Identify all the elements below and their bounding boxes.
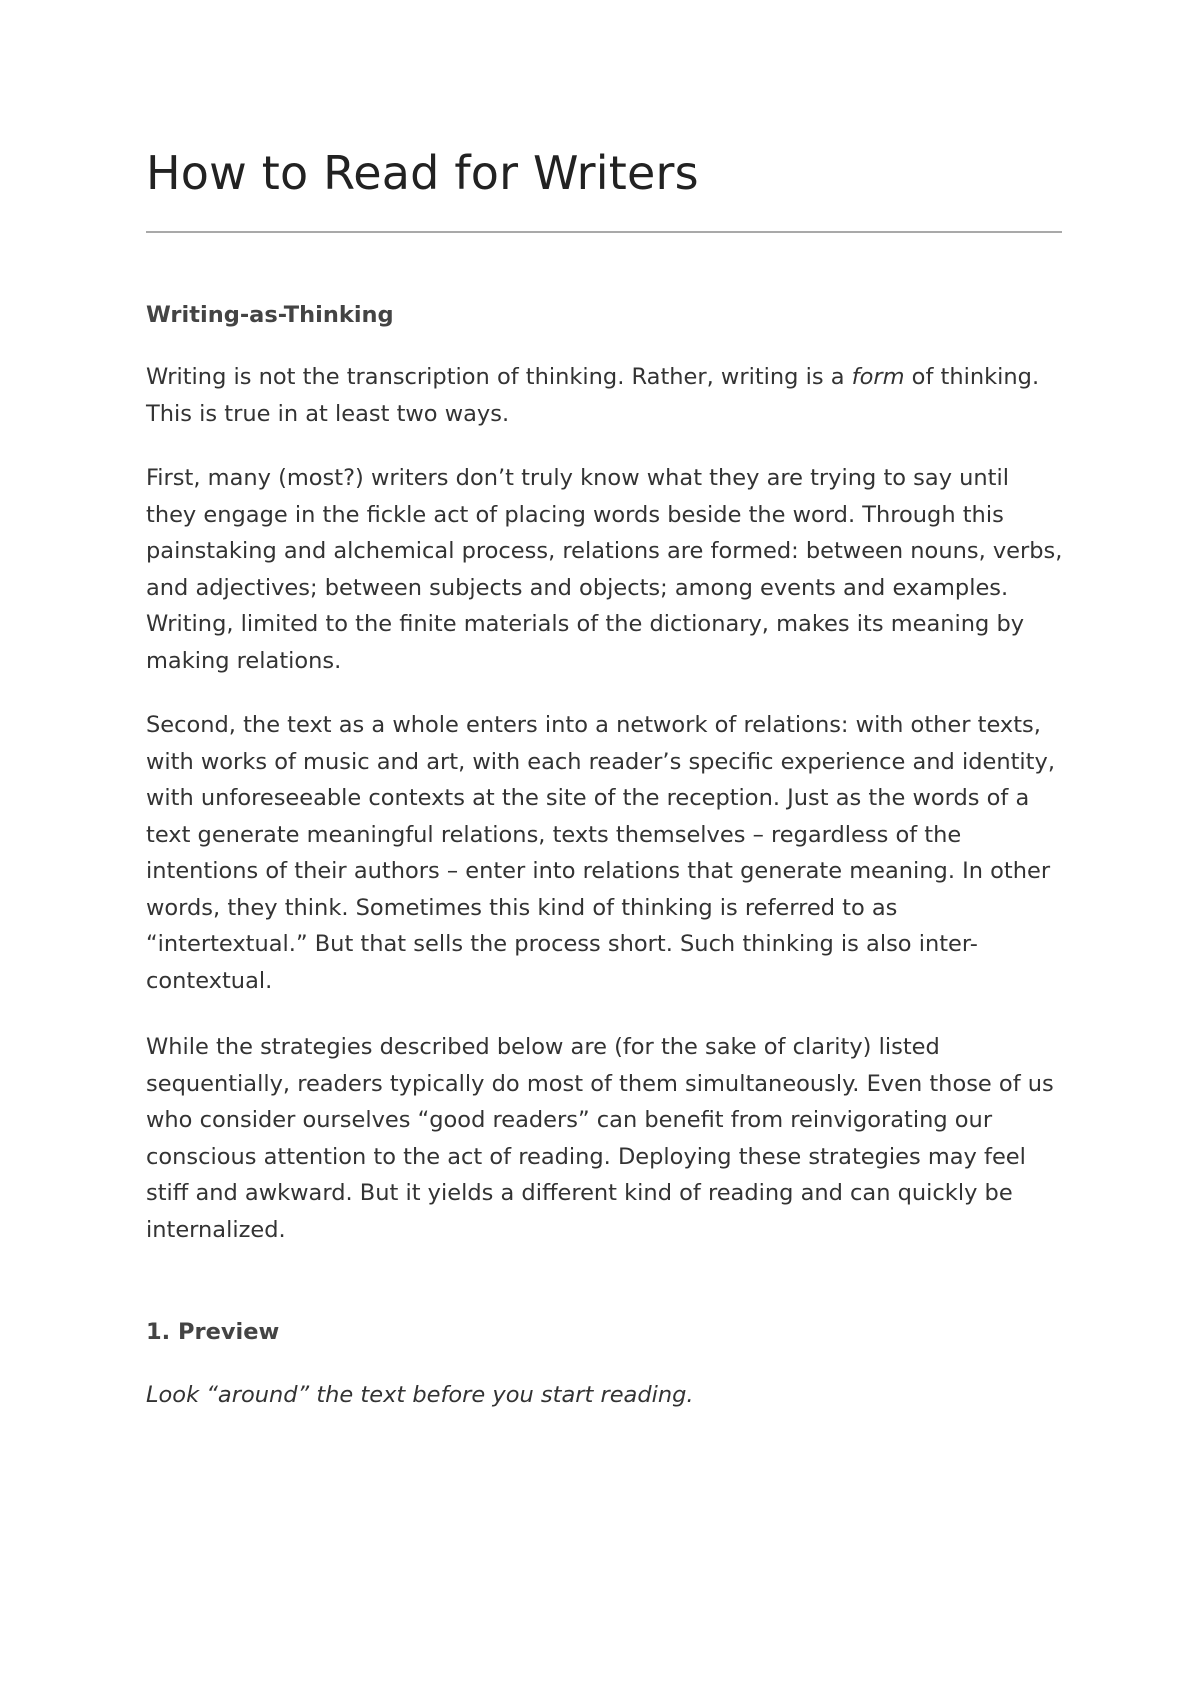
paragraph-3: Second, the text as a whole enters into a network of relations: with other texts, with works of music and art, with each reader’s specific experience and identity, with unforeseeable contexts at the site of the reception. Just as the words of a text generate meaningful relations, texts themselves – regardless of the intentions of their authors – enter into relations that generate meaning. In other words, they think. Sometimes this kind of thinking is referred to as “intertextual.” But that sells the process short. Such thinking is also inter-contextual.: [146, 712, 1055, 994]
title-divider: [146, 231, 1062, 233]
document-page: [146, 140, 1066, 1411]
paragraph-2: First, many (most?) writers don’t truly know what they are trying to say until they engage in the fickle act of placing words beside the word. Through this painstaking and alchemical process, relations are formed: between nouns, verbs, and adjectives; between subjects and objects; among events and examples. Writing, limited to the finite materials of the dictionary, makes its meaning by making relations.: [146, 465, 1063, 674]
preview-subtitle: Look “around” the text before you start reading.: [146, 1382, 694, 1408]
paragraph-1-text-a: Writing is not the transcription of thinking. Rather, writing is a: [146, 364, 852, 390]
document-title: How to Read for Writers: [146, 146, 699, 200]
section-heading-preview: 1. Preview: [146, 1319, 280, 1345]
paragraph-1-emphasis: form: [851, 364, 905, 390]
paragraph-1-text-b: of thinking. This is true in at least two ways.: [146, 364, 1040, 427]
paragraph-1: [146, 359, 1066, 432]
paragraph-4: While the strategies described below are (for the sake of clarity) listed sequentially, readers typically do most of them simultaneously. Even those of us who consider ourselves “good readers” can benefit from reinvigorating our conscious attention to the act of reading. Deploying these strategies may feel stiff and awkward. But it yields a different kind of reading and can quickly be internalized.: [146, 1034, 1054, 1243]
section-heading-writing-as-thinking: Writing-as-Thinking: [146, 302, 394, 328]
